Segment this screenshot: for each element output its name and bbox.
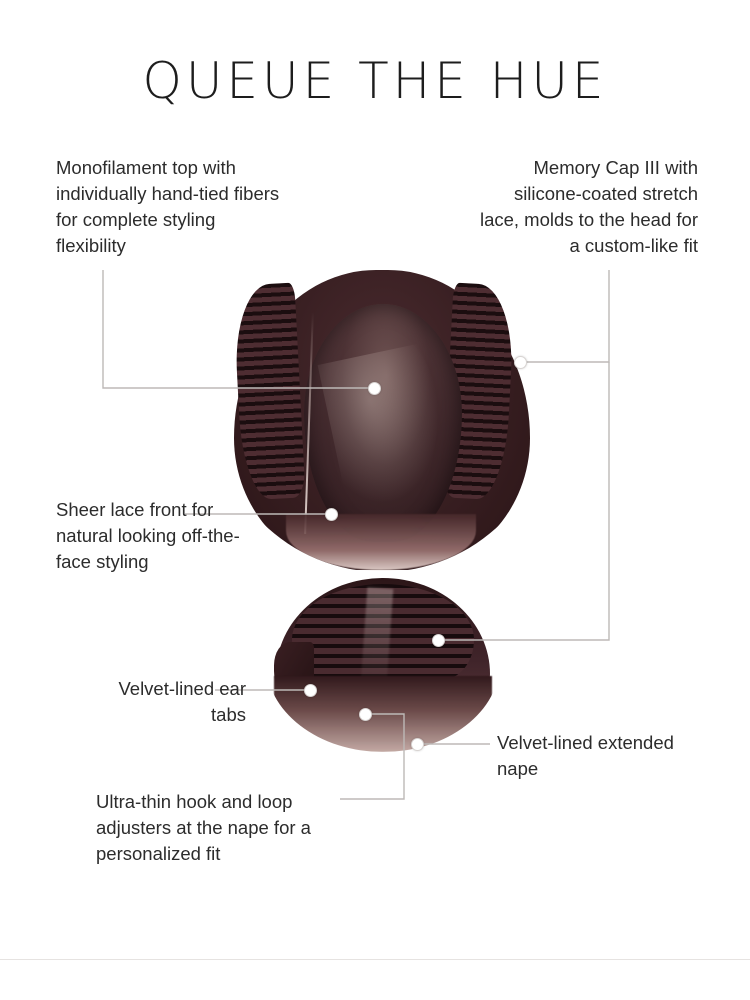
wig-cap-top-view-image	[212, 232, 552, 572]
callout-dot-sheer-lace	[325, 508, 338, 521]
page-title: QUEUE THE HUE	[142, 52, 608, 110]
callout-dot-memory-cap-lower	[432, 634, 445, 647]
callout-label-monofilament-top: Monofilament top with individually hand-tied fibers for complete styling flexibility	[56, 157, 280, 256]
callout-label-memory-cap: Memory Cap III with silicone-coated stretch lace, molds to the head for a custom-like fit	[479, 157, 698, 256]
callout-dot-hook-loop	[359, 708, 372, 721]
callout-label-velvet-lined-extended-nape: Velvet-lined extended nape	[497, 732, 674, 779]
callout-dot-memory-cap	[514, 356, 527, 369]
callout-dot-monofilament	[368, 382, 381, 395]
callout-dot-ear-tabs	[304, 684, 317, 697]
wig-cap-nape-view-image	[266, 572, 500, 752]
callout-label-hook-and-loop-adjusters: Ultra-thin hook and loop adjusters at the nape for a personalized fit	[96, 791, 311, 864]
callout-label-sheer-lace-front: Sheer lace front for natural looking off-the-face styling	[56, 499, 240, 572]
callout-dot-extended-nape	[411, 738, 424, 751]
callout-label-velvet-lined-ear-tabs: Velvet-lined ear tabs	[118, 678, 246, 725]
bottom-divider	[0, 959, 750, 960]
